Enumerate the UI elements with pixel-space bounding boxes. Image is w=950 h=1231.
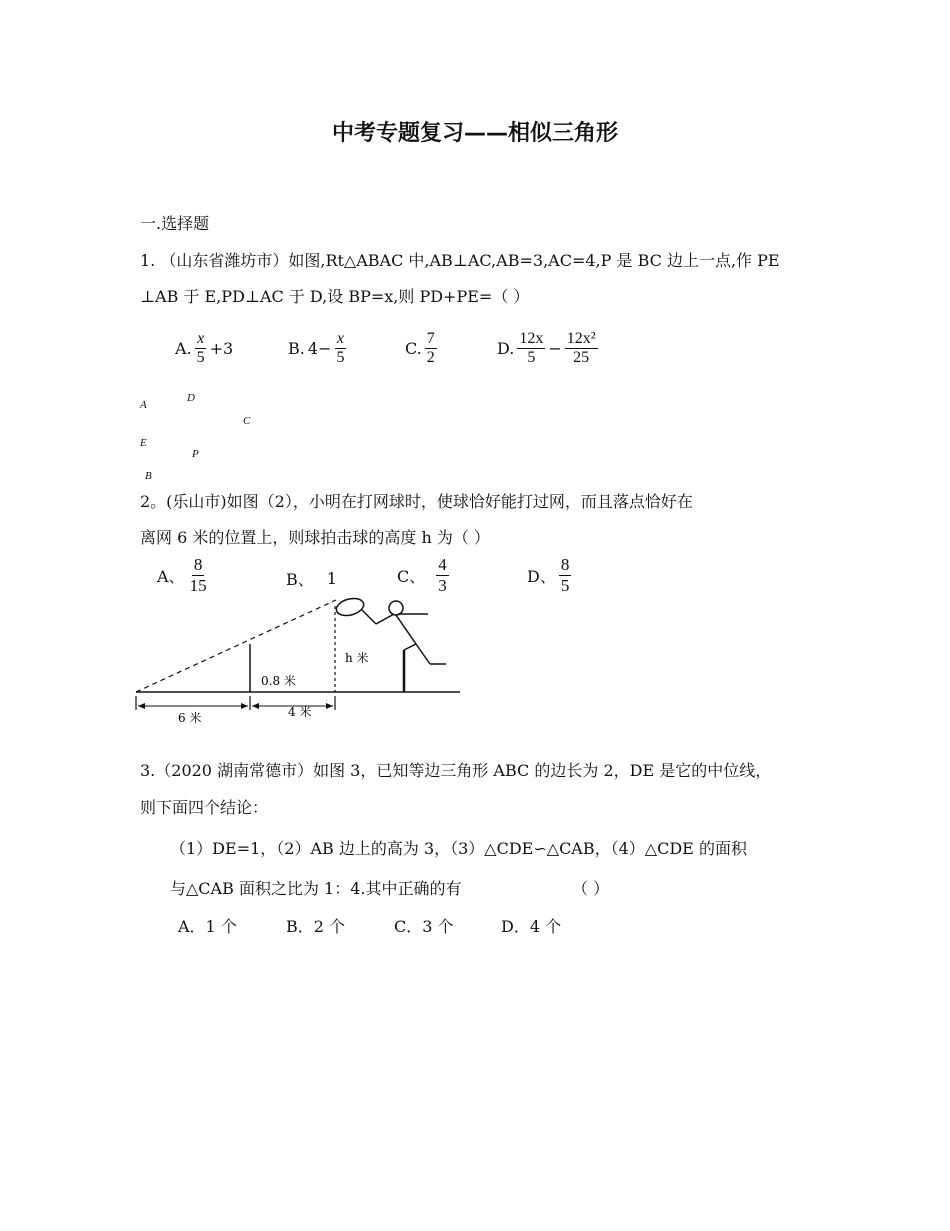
fraction [517,330,545,368]
q2-option-d[interactable] [527,555,571,595]
point-label-c: C [243,415,251,427]
fraction [334,330,346,368]
fraction-numerator: 8 [560,555,570,574]
point-label-e: E [140,437,147,449]
tennis-figure [130,592,470,732]
net-height-label: 0.8 米 [261,674,296,688]
option-label: D、 [527,566,556,586]
racket-head [334,596,365,619]
q1-text-line1: 1. （山东省潍坊市）如图,Rt△ABAC 中,AB⊥AC,AB=3,AC=4,P 是 BC 边上一点,作 PE [140,251,780,270]
fraction [559,555,572,595]
fraction-denominator: 25 [573,349,590,367]
player-head [389,601,403,615]
page-title: 中考专题复习——相似三角形 [331,121,618,146]
fraction-numerator: x [335,330,346,349]
option-label: A、 [157,566,185,586]
fraction [436,555,449,595]
arrow-head [138,703,145,709]
option-label: B. [288,339,305,359]
q1-option-b[interactable] [288,330,346,368]
q3-answer-paren: （ ） [572,879,610,898]
option-label: B、 [286,570,314,589]
q2-option-a[interactable] [157,555,209,595]
q2-text-line2: 离网 6 米的位置上，则球拍击球的高度 h 为（ ） [140,528,490,547]
fraction [425,330,437,368]
q3-option-b[interactable]: B．2 个 [286,917,346,936]
q1-text-line2: ⊥AB 于 E,PD⊥AC 于 D,设 BP=x,则 PD+PE=（ ） [140,287,530,306]
fraction-numerator: 8 [193,555,203,574]
q1-option-a[interactable] [175,330,233,368]
fraction-denominator: 2 [426,349,435,367]
option-head: 4− [307,339,332,359]
q2-option-c[interactable] [397,555,449,595]
h-label: h 米 [345,651,369,665]
q2-text-line1: 2。(乐山市)如图（2），小明在打网球时，使球恰好能打过网，而且落点恰好在 [140,492,693,511]
q3-option-c[interactable]: C．3 个 [394,917,454,936]
fraction-numerator: 4 [438,555,447,574]
player-arm-left [376,614,394,624]
fraction-denominator: 5 [336,349,345,367]
player-leg-right-upper [416,644,430,664]
section-heading: 一.选择题 [140,214,210,233]
option-value: 1 [326,569,337,588]
player-body [396,615,416,644]
fraction-denominator: 5 [560,575,570,595]
ball-trajectory [136,600,336,692]
fraction [195,330,207,368]
fraction-denominator: 15 [189,575,207,595]
point-label-a: A [140,399,147,411]
fraction-denominator: 3 [438,575,447,595]
player-leg-left-upper [404,644,416,650]
q3-text-line3: （1）DE=1，（2）AB 边上的高为 3，（3）△CDE∽△CAB，（4）△CDE 的面积 [170,839,747,858]
option-label: C、 [397,566,426,586]
fraction-numerator: 7 [425,330,437,349]
fraction-numerator: 12x [517,330,545,349]
option-label: A. [175,339,192,359]
fraction [565,330,598,368]
option-label: D. [497,339,515,359]
arrow-head [252,703,259,709]
distance-label-6m: 6 米 [178,711,202,725]
option-label: C. [405,339,422,359]
option-tail: +3 [209,339,234,359]
q3-option-d[interactable]: D．4 个 [501,917,562,936]
fraction [188,555,209,595]
q2-option-b[interactable] [286,567,337,590]
point-label-b: B [145,470,152,482]
fraction-denominator: 5 [527,349,536,367]
fraction-denominator: 5 [196,349,205,367]
q1-option-c[interactable] [405,330,437,368]
racket-handle [362,610,376,624]
arrow-head [241,703,248,709]
fraction-numerator: 12x² [565,330,598,349]
q3-text-line2: 则下面四个结论： [140,798,269,817]
q3-text-line1: 3.（2020 湖南常德市）如图 3，已知等边三角形 ABC 的边长为 2，DE 是它的中位线， [140,761,772,780]
minus-sign: − [548,339,562,359]
point-label-p: P [192,448,199,460]
q1-option-d[interactable] [497,330,598,368]
q3-option-a[interactable]: A．1 个 [178,917,237,936]
distance-label-4m: 4 米 [288,705,312,719]
point-label-d: D [187,392,195,404]
arrow-head [326,703,333,709]
q3-text-line4: 与△CAB 面积之比为 1：4.其中正确的有 [170,879,462,898]
fraction-numerator: x [195,330,206,349]
